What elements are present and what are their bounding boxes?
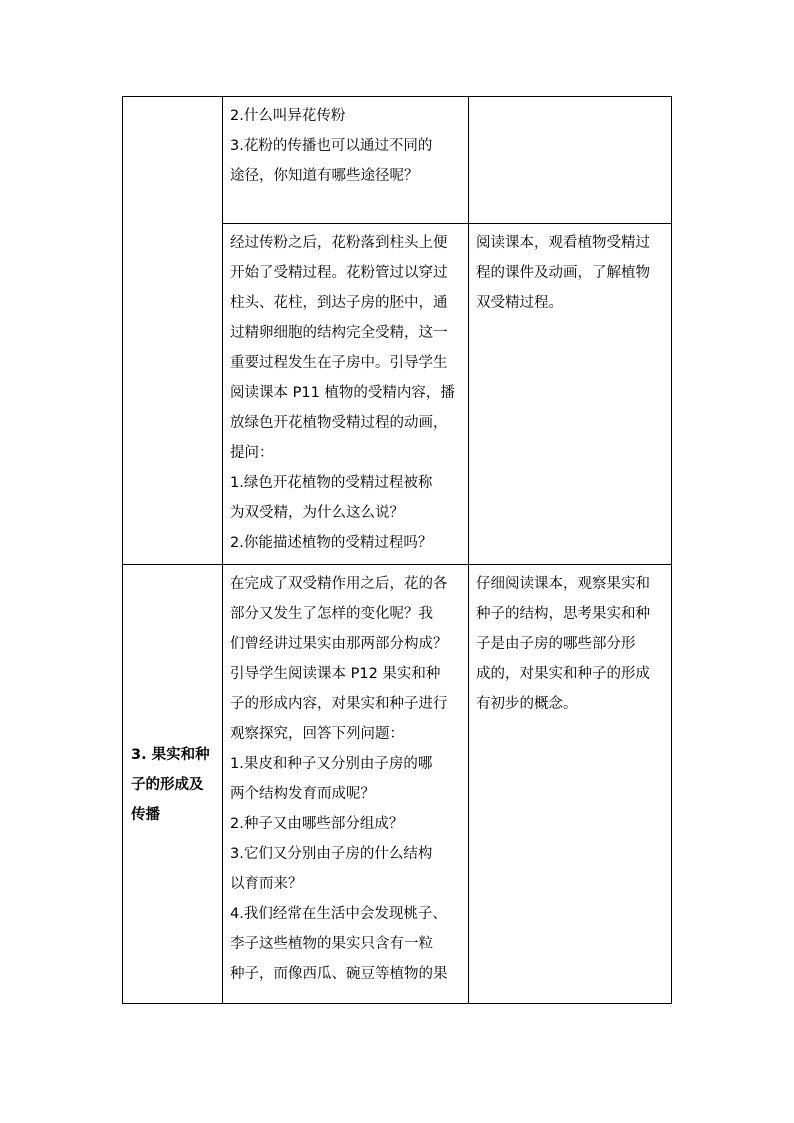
text-line: 部分又发生了怎样的变化呢？我	[230, 606, 433, 622]
text-line: 4.我们经常在生活中会发现桃子、	[230, 906, 447, 922]
text-line: 观察探究，回答下列问题：	[230, 726, 404, 742]
text-line: 途径，你知道有哪些途径呢？	[230, 168, 419, 184]
section-title-cell	[123, 565, 223, 1004]
table-row	[123, 97, 672, 224]
table-row	[123, 565, 672, 1004]
text-line: 程的课件及动画，了解植物	[476, 265, 650, 281]
text-line: 种子，而像西瓜、碗豆等植物的果	[230, 966, 448, 982]
text-line: 2.种子又由哪些部分组成？	[230, 816, 404, 832]
text-line: 2.什么叫异花传粉	[230, 108, 346, 124]
text-line: 子是由子房的哪些部分形	[476, 636, 636, 652]
text-line: 双受精过程。	[476, 295, 563, 311]
student-activity-cell	[469, 97, 672, 224]
text-line: 子的形成内容，对果实和种子进行	[230, 696, 448, 712]
text-line: 引导学生阅读课本 P12 果实和种	[230, 666, 441, 682]
section-cell	[123, 97, 223, 565]
text-line: 3.花粉的传播也可以通过不同的	[230, 138, 433, 154]
student-activity-cell	[469, 565, 672, 1004]
text-line: 李子这些植物的果实只含有一粒	[230, 936, 433, 952]
text-line: 3.它们又分别由子房的什么结构	[230, 846, 433, 862]
section-title-line: 子的形成及	[131, 777, 204, 793]
text-line: 经过传粉之后，花粉落到柱头上便	[230, 235, 448, 251]
section-title-line: 传播	[131, 807, 160, 823]
text-line: 开始了受精过程。花粉管过以穿过	[230, 265, 448, 281]
text-line: 种子的结构，思考果实和种	[476, 606, 650, 622]
text-line: 柱头、花柱，到达子房的胚中，通	[230, 295, 448, 311]
text-line: 重要过程发生在子房中。引导学生	[230, 355, 448, 371]
text-line: 们曾经讲过果实由那两部分构成？	[230, 636, 448, 652]
text-line: 为双受精，为什么这么说？	[230, 505, 404, 521]
text-line: 阅读课本 P11 植物的受精内容，播	[230, 385, 455, 401]
section-title-line: 3. 果实和种	[131, 747, 210, 763]
text-line: 2.你能描述植物的受精过程吗？	[230, 535, 433, 551]
text-line: 以育而来？	[230, 876, 303, 892]
lesson-plan-table	[122, 96, 672, 1004]
text-line: 在完成了双受精作用之后，花的各	[230, 576, 448, 592]
text-line: 有初步的概念。	[476, 696, 578, 712]
text-line: 1.果皮和种子又分别由子房的哪	[230, 756, 433, 772]
text-line: 放绿色开花植物受精过程的动画，	[230, 415, 448, 431]
text-line: 1.绿色开花植物的受精过程被称	[230, 475, 433, 491]
teacher-activity-cell	[223, 97, 469, 224]
student-activity-cell	[469, 224, 672, 565]
text-line: 两个结构发育而成呢？	[230, 786, 375, 802]
text-line: 过精卵细胞的结构完全受精，这一	[230, 325, 448, 341]
text-line: 成的，对果实和种子的形成	[476, 666, 650, 682]
text-line: 提问：	[230, 445, 274, 461]
teacher-activity-cell	[223, 224, 469, 565]
text-line: 阅读课本，观看植物受精过	[476, 235, 650, 251]
teacher-activity-cell	[223, 565, 469, 1004]
text-line: 仔细阅读课本，观察果实和	[476, 576, 650, 592]
